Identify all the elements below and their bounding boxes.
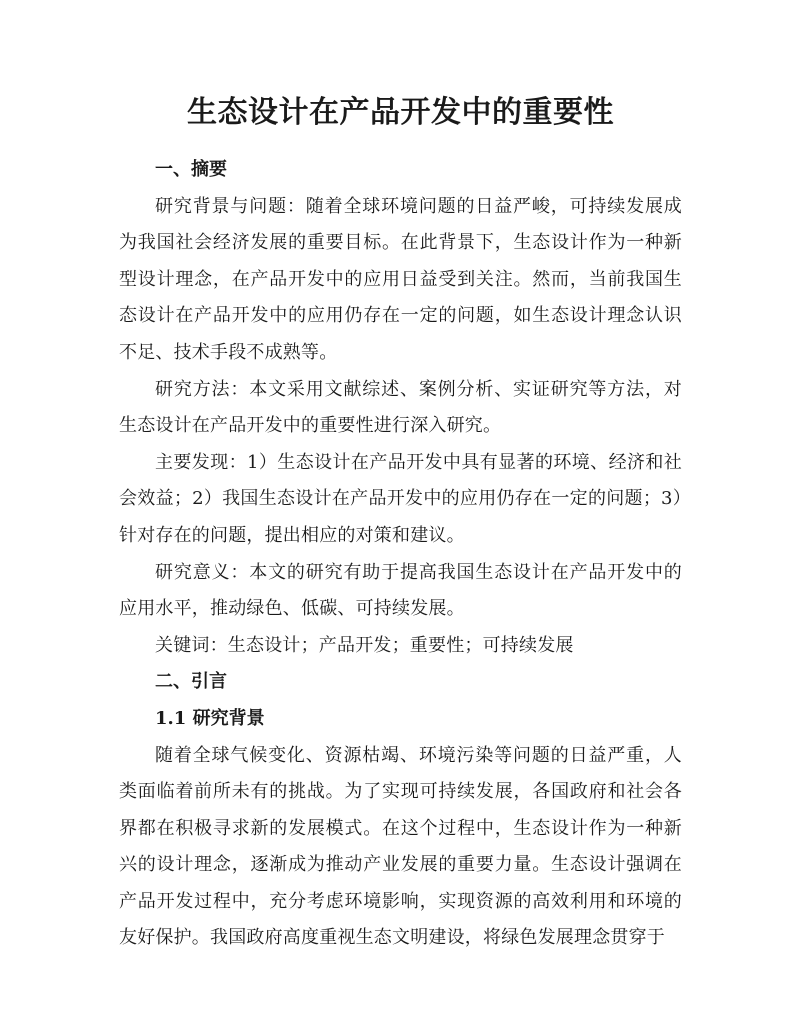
document-title: 生态设计在产品开发中的重要性: [187, 95, 614, 130]
section-heading-abstract: 一、摘要: [155, 159, 227, 180]
subsection-heading-background: 1.1 研究背景: [155, 707, 265, 729]
keywords-line: 关键词：生态设计；产品开发；重要性；可持续发展: [155, 634, 574, 656]
abstract-findings-paragraph: 主要发现：1）生态设计在产品开发中具有显著的环境、经济和社会效益；2）我国生态设计在产品开发中的应用仍存在一定的问题；3）针对存在的问题，提出相应的对策和建议。: [119, 451, 682, 546]
section-heading-introduction: 二、引言: [155, 671, 227, 693]
introduction-background-paragraph: 随着全球气候变化、资源枯竭、环境污染等问题的日益严重，人类面临着前所未有的挑战。为了实现可持续发展，各国政府和社会各界都在积极寻求新的发展模式。在这个过程中，生态设计作为一种新兴的设计理念，逐渐成为推动产业发展的重要力量。生态设计强调在产品开发过程中，充分考虑环境影响，实现资源的高效利用和环境的友好保护。我国政府高度重视生态文明建设，将绿色发展理念贯穿于: [119, 744, 682, 949]
abstract-background-paragraph: 研究背景与问题：随着全球环境问题的日益严峻，可持续发展成为我国社会经济发展的重要目标。在此背景下，生态设计作为一种新型设计理念，在产品开发中的应用日益受到关注。然而，当前我国生态设计在产品开发中的应用仍存在一定的问题，如生态设计理念认识不足、技术手段不成熟等。: [119, 195, 682, 363]
abstract-methods-paragraph: 研究方法：本文采用文献综述、案例分析、实证研究等方法，对生态设计在产品开发中的重要性进行深入研究。: [119, 378, 682, 437]
abstract-significance-paragraph: 研究意义：本文的研究有助于提高我国生态设计在产品开发中的应用水平，推动绿色、低碳、可持续发展。: [119, 561, 682, 620]
